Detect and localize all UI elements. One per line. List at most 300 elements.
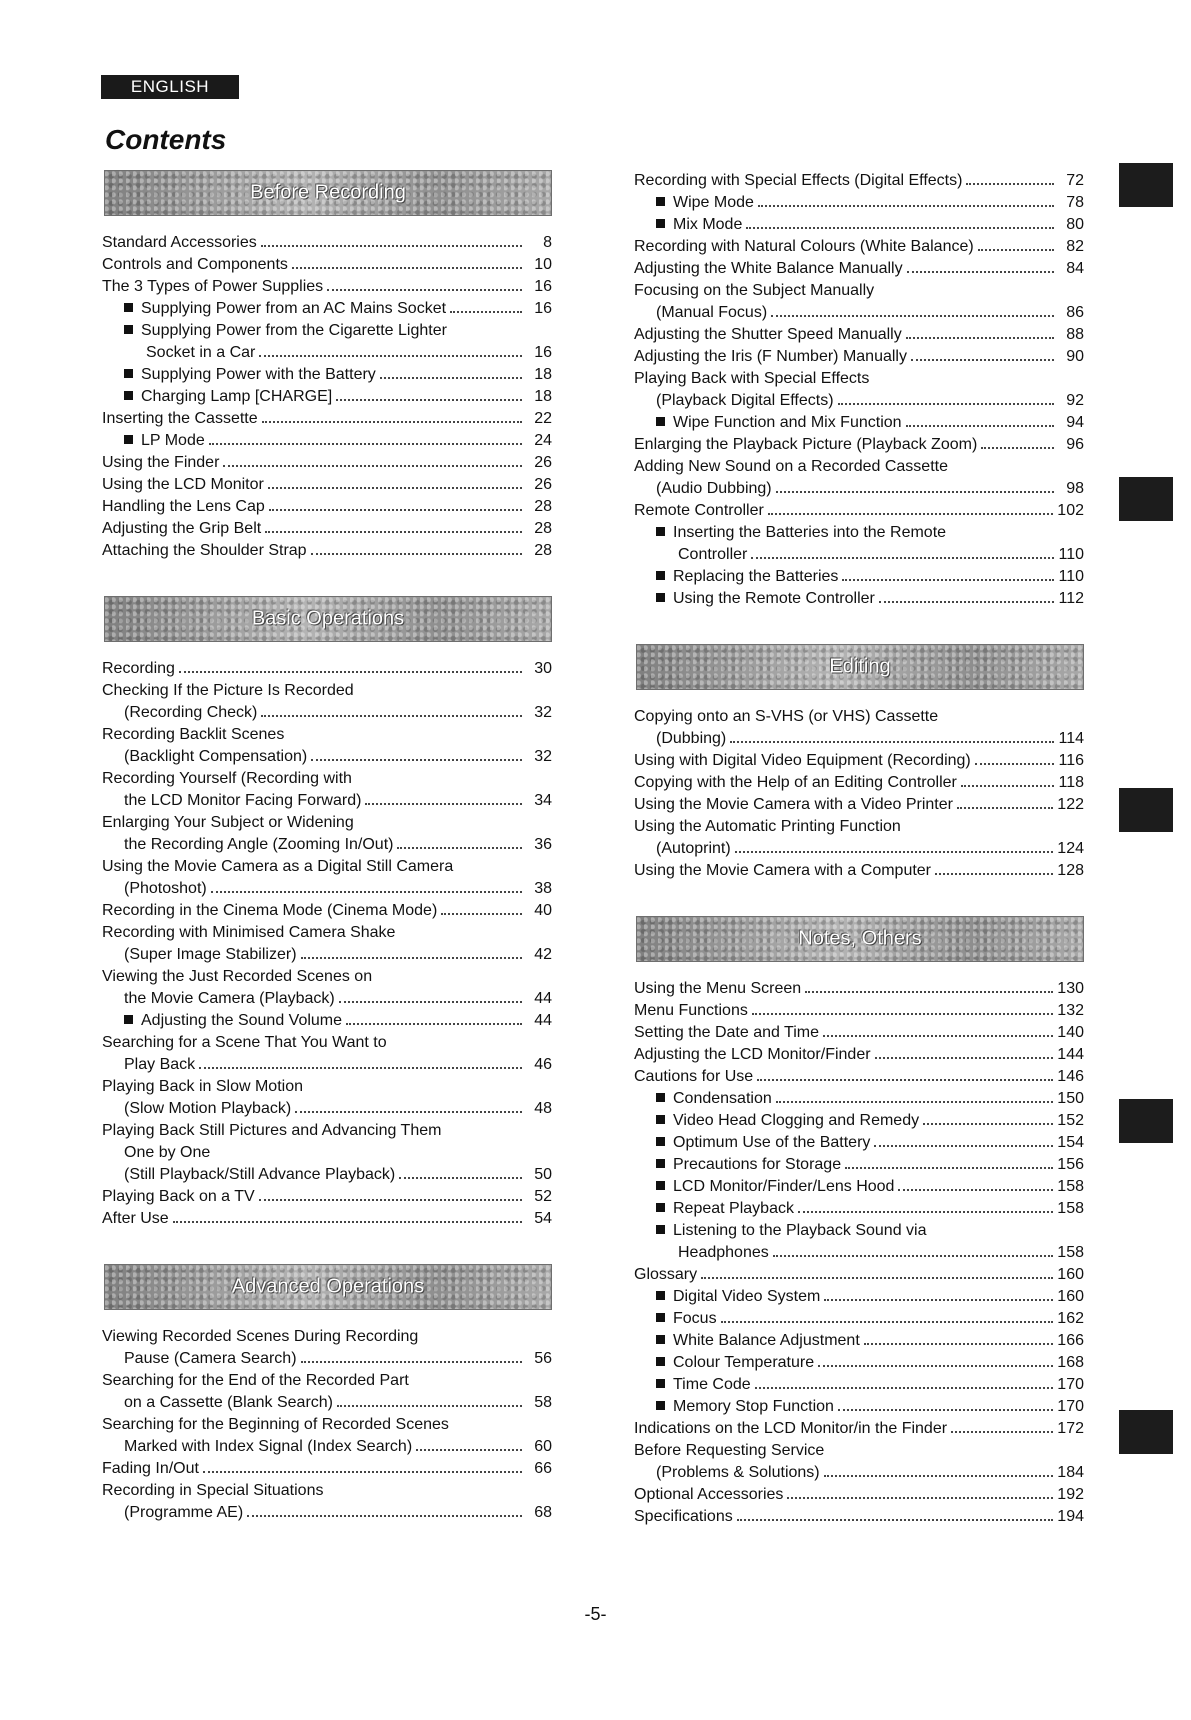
toc-entry[interactable] [634, 1418, 1084, 1440]
toc-entry-title: Enlarging the Playback Picture (Playback Zoom) [634, 436, 978, 453]
square-bullet-icon [656, 197, 665, 206]
dot-leader [818, 1365, 1053, 1367]
toc-entry-page: 42 [534, 946, 552, 963]
toc-entry-title: Using the Movie Camera with a Computer [634, 862, 932, 879]
toc-entry[interactable] [634, 1242, 1084, 1264]
toc-entry[interactable] [102, 878, 552, 900]
toc-entry-page: 52 [534, 1188, 552, 1205]
section-tab-marker [1119, 788, 1173, 832]
toc-entry[interactable] [102, 790, 552, 812]
square-bullet-icon [656, 1313, 665, 1322]
toc-entry-page: 16 [534, 278, 552, 295]
toc-entry-title: Attaching the Shoulder Strap [102, 542, 307, 559]
page-number: -5- [584, 1604, 607, 1624]
square-bullet-icon [656, 571, 665, 580]
dot-leader [776, 1101, 1054, 1103]
toc-entry-page: 10 [534, 256, 552, 273]
dot-leader [295, 1111, 522, 1113]
toc-entry-title: Playing Back Still Pictures and Advancing Them [102, 1122, 442, 1139]
toc-entry-title: Indications on the LCD Monitor/in the Finder [634, 1420, 948, 1437]
toc-entry-title: Searching for the End of the Recorded Part [102, 1372, 409, 1389]
toc-entry-title: Adjusting the Shutter Speed Manually [634, 326, 902, 343]
toc-entry[interactable] [634, 566, 1084, 588]
toc-entry-title: Memory Stop Function [673, 1398, 834, 1415]
dot-leader [179, 671, 522, 673]
toc-entry[interactable] [634, 258, 1084, 280]
dot-leader [874, 1145, 1053, 1147]
toc-entry[interactable] [634, 1176, 1084, 1198]
dot-leader [301, 957, 522, 959]
toc-entry-title: LP Mode [141, 432, 205, 449]
toc-entry-title: The 3 Types of Power Supplies [102, 278, 324, 295]
toc-entry[interactable] [634, 1506, 1084, 1528]
toc-entry[interactable] [102, 988, 552, 1010]
square-bullet-icon [656, 1401, 665, 1410]
section-tab-marker [1119, 1099, 1173, 1143]
toc-entry-page: 170 [1057, 1398, 1084, 1415]
toc-entry-page: 28 [534, 498, 552, 515]
toc-entry-title: (Playback Digital Effects) [656, 392, 834, 409]
square-bullet-icon [656, 593, 665, 602]
toc-entry-title: Optional Accessories [634, 1486, 784, 1503]
dot-leader [337, 1405, 522, 1407]
toc-entry-title: Menu Functions [634, 1002, 748, 1019]
section-banner [104, 596, 552, 642]
dot-leader [906, 425, 1054, 427]
toc-entry-title: Controls and Components [102, 256, 288, 273]
toc-entry-title: Adjusting the Sound Volume [141, 1012, 343, 1029]
square-bullet-icon [656, 1335, 665, 1344]
toc-entry[interactable] [102, 342, 552, 364]
toc-entry-page: 170 [1057, 1376, 1084, 1393]
square-bullet-icon [656, 219, 665, 228]
toc-entry[interactable] [634, 1286, 1084, 1308]
toc-entry[interactable] [102, 724, 552, 746]
toc-entry-page: 110 [1058, 568, 1084, 585]
toc-entry[interactable] [634, 750, 1084, 772]
toc-entry-title: Supplying Power from an AC Mains Socket [141, 300, 447, 317]
toc-entry[interactable] [634, 1066, 1084, 1088]
toc-entry-title: Listening to the Playback Sound via [673, 1222, 927, 1239]
toc-entry[interactable] [102, 1186, 552, 1208]
dot-leader [975, 763, 1054, 765]
toc-entry-title: Playing Back on a TV [102, 1188, 255, 1205]
section-heading: Basic Operations [251, 607, 405, 630]
toc-entry[interactable] [634, 214, 1084, 236]
toc-entry-page: 92 [1066, 392, 1084, 409]
toc-entry[interactable] [634, 192, 1084, 214]
toc-entry-page: 158 [1057, 1178, 1084, 1195]
toc-entry[interactable] [102, 856, 552, 878]
toc-entry-title: Time Code [673, 1376, 751, 1393]
toc-entry-title: Cautions for Use [634, 1068, 754, 1085]
toc-entry[interactable] [634, 1352, 1084, 1374]
toc-entry-page: 30 [534, 660, 552, 677]
toc-entry[interactable] [634, 1330, 1084, 1352]
toc-entry-title: Recording with Special Effects (Digital Effects) [634, 172, 963, 189]
toc-entry[interactable] [102, 746, 552, 768]
toc-entry[interactable] [102, 1480, 552, 1502]
toc-entry[interactable] [102, 1502, 552, 1524]
toc-entry-page: 80 [1066, 216, 1084, 233]
toc-entry[interactable] [102, 254, 552, 276]
toc-entry-title: After Use [102, 1210, 169, 1227]
toc-entry-page: 48 [534, 1100, 552, 1117]
dot-leader [907, 271, 1054, 273]
toc-entry-title: Recording [102, 660, 175, 677]
dot-leader [824, 1475, 1054, 1477]
dot-leader [311, 553, 522, 555]
toc-section-advanced-operations [102, 1264, 552, 1524]
toc-entry[interactable] [634, 1088, 1084, 1110]
dot-leader [746, 227, 1054, 229]
toc-entry-list [102, 1326, 552, 1524]
section-heading: Before Recording [250, 181, 406, 204]
toc-entry[interactable] [634, 280, 1084, 302]
right-column [634, 170, 1084, 1562]
toc-entry[interactable] [634, 170, 1084, 192]
toc-entry[interactable] [102, 298, 552, 320]
toc-entry-title: One by One [124, 1144, 211, 1161]
toc-entry[interactable] [102, 496, 552, 518]
toc-entry[interactable] [102, 320, 552, 342]
dot-leader [838, 403, 1054, 405]
toc-entry-title: LCD Monitor/Finder/Lens Hood [673, 1178, 895, 1195]
dot-leader [173, 1221, 522, 1223]
toc-entry[interactable] [102, 386, 552, 408]
toc-entry-page: 86 [1066, 304, 1084, 321]
toc-entry-title: Viewing Recorded Scenes During Recording [102, 1328, 419, 1345]
toc-entry-title: Searching for a Scene That You Want to [102, 1034, 387, 1051]
toc-entry-title: on a Cassette (Blank Search) [124, 1394, 333, 1411]
toc-entry-list [634, 978, 1084, 1528]
square-bullet-icon [656, 527, 665, 536]
toc-entry[interactable] [102, 1436, 552, 1458]
toc-entry-page: 18 [534, 388, 552, 405]
toc-section-notes-others [634, 916, 1084, 1528]
toc-entry[interactable] [102, 364, 552, 386]
square-bullet-icon [656, 1291, 665, 1300]
dot-leader [721, 1321, 1054, 1323]
dot-leader [399, 1177, 522, 1179]
toc-entry[interactable] [102, 1098, 552, 1120]
toc-entry-page: 98 [1066, 480, 1084, 497]
toc-entry[interactable] [102, 680, 552, 702]
toc-entry[interactable] [634, 978, 1084, 1000]
toc-entry[interactable] [102, 474, 552, 496]
toc-entry-title: Using the LCD Monitor [102, 476, 264, 493]
toc-entry[interactable] [102, 834, 552, 856]
section-banner [104, 1264, 552, 1310]
section-banner [636, 916, 1084, 962]
toc-entry[interactable] [634, 1484, 1084, 1506]
dot-leader [838, 1409, 1053, 1411]
toc-entry-title: Focusing on the Subject Manually [634, 282, 875, 299]
toc-entry[interactable] [102, 452, 552, 474]
toc-entry-title: Pause (Camera Search) [124, 1350, 297, 1367]
dot-leader [935, 873, 1053, 875]
square-bullet-icon [656, 1137, 665, 1146]
toc-entry-page: 44 [534, 1012, 552, 1029]
toc-entry-page: 158 [1057, 1200, 1084, 1217]
toc-entry[interactable] [634, 434, 1084, 456]
toc-entry-title: Standard Accessories [102, 234, 257, 251]
toc-entry-page: 28 [534, 542, 552, 559]
toc-entry-page: 56 [534, 1350, 552, 1367]
toc-entry-title: Recording Yourself (Recording with [102, 770, 352, 787]
dot-leader [755, 1387, 1054, 1389]
toc-entry[interactable] [634, 1000, 1084, 1022]
dot-leader [787, 1497, 1053, 1499]
toc-entry-title: Wipe Mode [673, 194, 754, 211]
toc-entry[interactable] [102, 702, 552, 724]
toc-entry-page: 114 [1058, 730, 1084, 747]
toc-entry[interactable] [634, 838, 1084, 860]
dot-leader [262, 421, 522, 423]
toc-entry-page: 78 [1066, 194, 1084, 211]
toc-entry[interactable] [634, 1308, 1084, 1330]
toc-entry[interactable] [102, 1054, 552, 1076]
toc-entry-page: 68 [534, 1504, 552, 1521]
square-bullet-icon [656, 417, 665, 426]
dot-leader [875, 1057, 1054, 1059]
toc-entry[interactable] [102, 1414, 552, 1436]
toc-entry[interactable] [102, 768, 552, 790]
toc-entry-page: 28 [534, 520, 552, 537]
toc-entry-page: 36 [534, 836, 552, 853]
toc-entry-title: Recording with Minimised Camera Shake [102, 924, 396, 941]
toc-entry-title: (Programme AE) [124, 1504, 244, 1521]
toc-entry[interactable] [102, 408, 552, 430]
toc-entry-page: 146 [1057, 1068, 1084, 1085]
toc-entry[interactable] [102, 276, 552, 298]
toc-entry[interactable] [634, 588, 1084, 610]
toc-entry[interactable] [102, 1120, 552, 1142]
toc-entry[interactable] [634, 544, 1084, 566]
toc-entry[interactable] [634, 860, 1084, 882]
toc-entry[interactable] [634, 794, 1084, 816]
toc-entry-title: Focus [673, 1310, 717, 1327]
toc-entry-title: Adjusting the LCD Monitor/Finder [634, 1046, 871, 1063]
dot-leader [773, 1255, 1054, 1257]
toc-entry-page: 150 [1057, 1090, 1084, 1107]
dot-leader [450, 311, 522, 313]
dot-leader [339, 1001, 522, 1003]
toc-entry-title: Recording in Special Situations [102, 1482, 324, 1499]
toc-entry[interactable] [634, 1220, 1084, 1242]
toc-entry-title: Before Requesting Service [634, 1442, 825, 1459]
toc-entry[interactable] [634, 1198, 1084, 1220]
dot-leader [824, 1299, 1053, 1301]
toc-entry[interactable] [634, 236, 1084, 258]
toc-entry-title: Using the Menu Screen [634, 980, 802, 997]
toc-entry[interactable] [634, 706, 1084, 728]
toc-entry-page: 66 [534, 1460, 552, 1477]
toc-entry-page: 194 [1057, 1508, 1084, 1525]
toc-entry[interactable] [634, 368, 1084, 390]
toc-entry-title: Copying with the Help of an Editing Controller [634, 774, 957, 791]
toc-entry-title: Handling the Lens Cap [102, 498, 265, 515]
toc-entry[interactable] [102, 1208, 552, 1230]
toc-entry-title: (Super Image Stabilizer) [124, 946, 297, 963]
toc-entry[interactable] [102, 966, 552, 988]
toc-entry-title: Playing Back in Slow Motion [102, 1078, 303, 1095]
toc-entry[interactable] [634, 390, 1084, 412]
toc-entry[interactable] [102, 900, 552, 922]
toc-entry[interactable] [102, 658, 552, 680]
toc-entry[interactable] [634, 1022, 1084, 1044]
toc-entry[interactable] [634, 324, 1084, 346]
toc-entry-title: (Recording Check) [124, 704, 258, 721]
section-banner [636, 644, 1084, 690]
dot-leader [223, 465, 522, 467]
dot-leader [923, 1123, 1053, 1125]
toc-entry-title: Digital Video System [673, 1288, 821, 1305]
toc-entry[interactable] [634, 1462, 1084, 1484]
toc-entry[interactable] [102, 944, 552, 966]
toc-entry-page: 140 [1057, 1024, 1084, 1041]
toc-entry-page: 50 [534, 1166, 552, 1183]
toc-entry-title: (Problems & Solutions) [656, 1464, 820, 1481]
toc-entry-title: Controller [678, 546, 748, 563]
toc-entry[interactable] [102, 1392, 552, 1414]
toc-entry-page: 160 [1057, 1288, 1084, 1305]
toc-entry-title: Optimum Use of the Battery [673, 1134, 871, 1151]
toc-entry[interactable] [102, 1348, 552, 1370]
toc-entry[interactable] [634, 772, 1084, 794]
dot-leader [265, 531, 522, 533]
toc-entry[interactable] [102, 1076, 552, 1098]
toc-entry-page: 40 [534, 902, 552, 919]
dot-leader [259, 1199, 522, 1201]
toc-entry[interactable] [634, 1440, 1084, 1462]
toc-entry-page: 118 [1058, 774, 1084, 791]
toc-entry[interactable] [102, 518, 552, 540]
dot-leader [823, 1035, 1053, 1037]
toc-entry-page: 124 [1057, 840, 1084, 857]
section-heading: Editing [829, 655, 891, 678]
toc-entry[interactable] [634, 1264, 1084, 1286]
toc-entry-page: 112 [1058, 590, 1084, 607]
dot-leader [211, 891, 522, 893]
toc-entry[interactable] [102, 1142, 552, 1164]
toc-entry-title: Precautions for Storage [673, 1156, 842, 1173]
toc-entry-page: 72 [1066, 172, 1084, 189]
dot-leader [441, 913, 522, 915]
dot-leader [757, 1079, 1053, 1081]
toc-entry-page: 152 [1057, 1112, 1084, 1129]
toc-entry-page: 158 [1057, 1244, 1084, 1261]
square-bullet-icon [124, 369, 133, 378]
dot-leader [898, 1189, 1053, 1191]
toc-entry-title: Adjusting the White Balance Manually [634, 260, 903, 277]
toc-entry[interactable] [634, 1110, 1084, 1132]
toc-entry[interactable] [634, 1374, 1084, 1396]
toc-section-editing [634, 644, 1084, 882]
toc-entry[interactable] [102, 1370, 552, 1392]
toc-entry[interactable] [634, 1132, 1084, 1154]
toc-entry[interactable] [102, 1164, 552, 1186]
square-bullet-icon [656, 1093, 665, 1102]
toc-entry-list [102, 658, 552, 1230]
toc-entry[interactable] [102, 430, 552, 452]
dot-leader [966, 183, 1054, 185]
dot-leader [292, 267, 522, 269]
toc-entry[interactable] [634, 1154, 1084, 1176]
toc-entry-title: Charging Lamp [CHARGE] [141, 388, 333, 405]
toc-entry-page: 60 [534, 1438, 552, 1455]
toc-entry-title: Fading In/Out [102, 1460, 199, 1477]
dot-leader [906, 337, 1054, 339]
toc-entry[interactable] [102, 1458, 552, 1480]
dot-leader [911, 359, 1054, 361]
toc-entry[interactable] [102, 1032, 552, 1054]
toc-entry-page: 166 [1057, 1332, 1084, 1349]
toc-entry-title: Specifications [634, 1508, 733, 1525]
toc-entry-title: Using with Digital Video Equipment (Recording) [634, 752, 971, 769]
toc-entry[interactable] [102, 232, 552, 254]
dot-leader [758, 205, 1054, 207]
toc-entry-title: the Movie Camera (Playback) [124, 990, 335, 1007]
dot-leader [776, 491, 1054, 493]
toc-entry-page: 58 [534, 1394, 552, 1411]
toc-entry[interactable] [634, 728, 1084, 750]
toc-section-continued [634, 170, 1084, 610]
dot-leader [261, 715, 522, 717]
toc-entry-title: Adding New Sound on a Recorded Cassette [634, 458, 948, 475]
toc-entry[interactable] [102, 812, 552, 834]
dot-leader [845, 1167, 1053, 1169]
toc-entry[interactable] [634, 522, 1084, 544]
dot-leader [842, 579, 1054, 581]
toc-entry[interactable] [634, 302, 1084, 324]
toc-entry[interactable] [634, 412, 1084, 434]
toc-entry-page: 54 [534, 1210, 552, 1227]
toc-entry[interactable] [102, 922, 552, 944]
dot-leader [365, 803, 522, 805]
toc-entry[interactable] [634, 816, 1084, 838]
page-title: Contents [105, 124, 227, 155]
toc-entry[interactable] [102, 540, 552, 562]
toc-entry-page: 44 [534, 990, 552, 1007]
toc-entry[interactable] [634, 346, 1084, 368]
toc-entry[interactable] [102, 1326, 552, 1348]
toc-entry-page: 94 [1066, 414, 1084, 431]
toc-entry[interactable] [634, 456, 1084, 478]
toc-entry[interactable] [634, 500, 1084, 522]
dot-leader [737, 1519, 1054, 1521]
toc-entry-title: the Recording Angle (Zooming In/Out) [124, 836, 394, 853]
toc-entry-title: the LCD Monitor Facing Forward) [124, 792, 362, 809]
toc-entry-list [634, 170, 1084, 610]
dot-leader [768, 513, 1053, 515]
toc-entry-title: Wipe Function and Mix Function [673, 414, 902, 431]
dot-leader [380, 377, 522, 379]
dot-leader [416, 1449, 522, 1451]
toc-entry-title: Play Back [124, 1056, 196, 1073]
toc-entry[interactable] [634, 1396, 1084, 1418]
toc-entry[interactable] [634, 1044, 1084, 1066]
toc-entry-page: 154 [1057, 1134, 1084, 1151]
toc-entry-title: (Dubbing) [656, 730, 727, 747]
dot-leader [247, 1515, 522, 1517]
toc-entry-page: 82 [1066, 238, 1084, 255]
toc-entry[interactable] [102, 1010, 552, 1032]
toc-entry-title: Inserting the Batteries into the Remote [673, 524, 947, 541]
toc-entry[interactable] [634, 478, 1084, 500]
toc-entry-title: Enlarging Your Subject or Widening [102, 814, 354, 831]
toc-entry-title: Supplying Power from the Cigarette Lighter [141, 322, 447, 339]
